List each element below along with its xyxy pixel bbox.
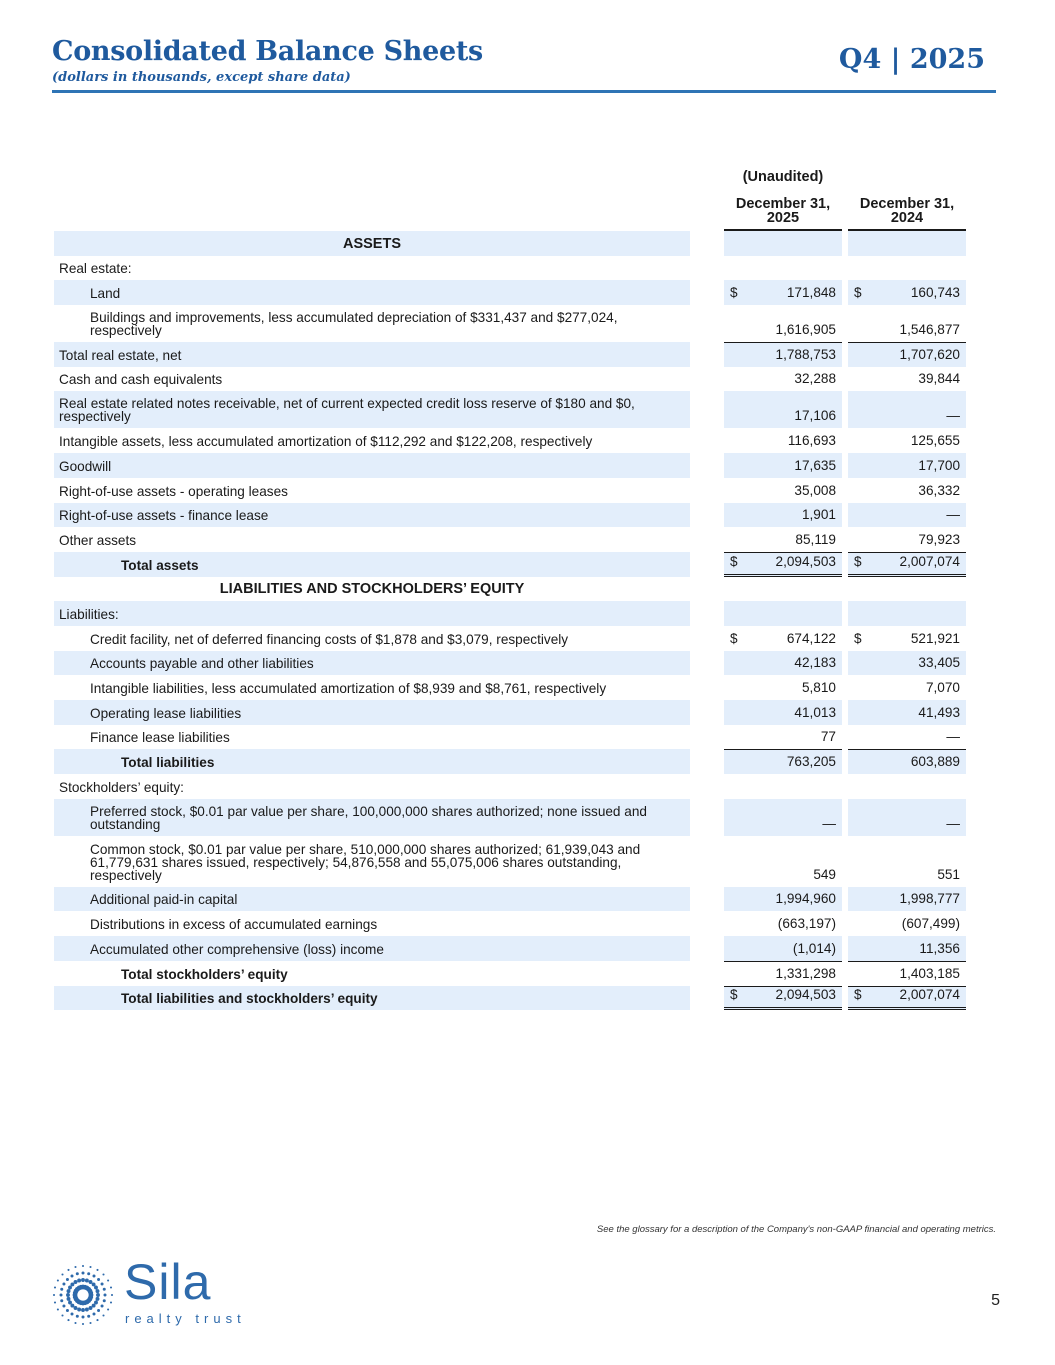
logo-dot bbox=[93, 1313, 96, 1316]
header-rule bbox=[52, 90, 996, 93]
logo-dot bbox=[54, 1301, 56, 1303]
value-2024 bbox=[848, 626, 966, 651]
value-number: 35,008 bbox=[794, 482, 836, 498]
value-number: 1,707,620 bbox=[899, 346, 960, 362]
table-row bbox=[0, 675, 1055, 700]
row-label bbox=[54, 280, 690, 305]
logo-dot bbox=[54, 1286, 56, 1288]
value-number: 1,616,905 bbox=[775, 322, 836, 338]
logo-dot bbox=[97, 1309, 100, 1312]
logo-dot bbox=[67, 1269, 69, 1271]
logo-dot bbox=[85, 1279, 89, 1283]
logo-dot bbox=[62, 1305, 65, 1308]
logo-tagline: realty trust bbox=[125, 1311, 246, 1326]
value-number: 2,007,074 bbox=[899, 987, 960, 1003]
row-label bbox=[54, 601, 690, 626]
value-2025 bbox=[724, 749, 842, 774]
table-row bbox=[0, 626, 1055, 651]
logo-dot bbox=[60, 1294, 63, 1297]
value-number: 2,007,074 bbox=[899, 553, 960, 569]
column-header-2024: December 31, 2024 bbox=[859, 196, 955, 226]
currency-symbol: $ bbox=[854, 630, 862, 646]
value-2024 bbox=[848, 936, 966, 961]
logo-dot bbox=[67, 1297, 71, 1301]
logo-dot bbox=[77, 1308, 81, 1312]
value-number: 17,635 bbox=[794, 457, 836, 473]
value-number: 171,848 bbox=[786, 285, 836, 301]
row-label-text: Real estate related notes receivable, net of current expected credit loss reserve of $180 and $0, respectively bbox=[59, 396, 635, 425]
row-label-text: Total stockholders’ equity bbox=[121, 966, 288, 982]
table-row bbox=[0, 552, 1055, 577]
value-number: 521,921 bbox=[910, 630, 960, 646]
row-label-text: Right-of-use assets - finance lease bbox=[59, 508, 269, 524]
value-2024 bbox=[848, 527, 966, 552]
value-number: 603,889 bbox=[910, 754, 960, 770]
currency-symbol: $ bbox=[730, 630, 738, 646]
value-number: 32,288 bbox=[794, 371, 836, 387]
row-label bbox=[54, 675, 690, 700]
logo-dot bbox=[60, 1299, 63, 1302]
row-label bbox=[54, 961, 690, 986]
table-row bbox=[0, 478, 1055, 503]
currency-symbol: $ bbox=[854, 987, 862, 1003]
value-2025 bbox=[724, 725, 842, 750]
row-label bbox=[54, 428, 690, 453]
value-number: — bbox=[822, 815, 836, 831]
value-2024 bbox=[848, 986, 966, 1011]
value-2025 bbox=[724, 601, 842, 626]
value-number: 763,205 bbox=[786, 754, 836, 770]
value-2024 bbox=[848, 700, 966, 725]
table-row bbox=[0, 231, 1055, 256]
value-number: 1,788,753 bbox=[775, 346, 836, 362]
value-number: 549 bbox=[813, 866, 836, 882]
logo-dot bbox=[104, 1294, 107, 1297]
logo-dot bbox=[103, 1288, 106, 1291]
logo-dot bbox=[82, 1265, 84, 1267]
value-2024 bbox=[848, 651, 966, 676]
logo-dot bbox=[82, 1272, 85, 1275]
logo-dot bbox=[110, 1286, 112, 1288]
value-number: (663,197) bbox=[777, 916, 836, 932]
logo-dot bbox=[71, 1313, 74, 1316]
table-row bbox=[0, 799, 1055, 836]
value-2025 bbox=[724, 342, 842, 367]
row-label bbox=[54, 527, 690, 552]
value-2024 bbox=[848, 391, 966, 428]
value-number: 5,810 bbox=[801, 680, 836, 695]
value-number: 1,901 bbox=[801, 507, 836, 523]
row-label-text: Finance lease liabilities bbox=[90, 730, 230, 746]
logo-dot bbox=[96, 1293, 100, 1297]
logo-dot bbox=[89, 1266, 91, 1268]
row-label bbox=[54, 453, 690, 478]
table-row bbox=[0, 367, 1055, 392]
value-number: — bbox=[946, 408, 960, 424]
value-2024 bbox=[848, 799, 966, 836]
row-label bbox=[54, 986, 690, 1011]
value-number: 33,405 bbox=[918, 655, 960, 671]
logo-dot bbox=[94, 1286, 98, 1290]
row-label-text: Buildings and improvements, less accumulated depreciation of $331,437 and $277,024, respectively bbox=[90, 310, 618, 339]
value-2025 bbox=[724, 836, 842, 887]
column-header-2025: December 31, 2025 bbox=[735, 196, 831, 226]
row-label bbox=[54, 936, 690, 961]
logo-dot bbox=[66, 1278, 69, 1281]
row-label bbox=[54, 391, 690, 428]
value-2024 bbox=[848, 342, 966, 367]
value-2025 bbox=[724, 774, 842, 799]
row-label bbox=[54, 911, 690, 936]
logo-dot bbox=[89, 1306, 93, 1310]
row-label-text: Real estate: bbox=[59, 261, 132, 277]
value-number: — bbox=[946, 815, 960, 831]
logo-dot bbox=[62, 1283, 65, 1286]
value-number: 79,923 bbox=[918, 531, 960, 547]
table-row bbox=[0, 725, 1055, 750]
value-2024 bbox=[848, 280, 966, 305]
value-2025 bbox=[724, 887, 842, 912]
currency-symbol: $ bbox=[730, 553, 738, 569]
row-label bbox=[54, 887, 690, 912]
value-2025 bbox=[724, 527, 842, 552]
value-number: 1,331,298 bbox=[775, 965, 836, 981]
table-row bbox=[0, 836, 1055, 887]
value-2024 bbox=[848, 675, 966, 700]
row-label-text: Credit facility, net of deferred financing costs of $1,878 and $3,079, respectively bbox=[90, 631, 569, 647]
value-2024 bbox=[848, 453, 966, 478]
logo-dot bbox=[76, 1272, 79, 1275]
logo-dot bbox=[66, 1309, 69, 1312]
value-number: 7,070 bbox=[925, 680, 960, 695]
logo-dot bbox=[60, 1288, 63, 1291]
value-2024 bbox=[848, 478, 966, 503]
value-number: 36,332 bbox=[918, 482, 960, 498]
table-row bbox=[0, 887, 1055, 912]
value-2025 bbox=[724, 231, 842, 256]
row-label-text: Accounts payable and other liabilities bbox=[90, 656, 314, 672]
logo-dot bbox=[94, 1301, 98, 1305]
value-2025 bbox=[724, 799, 842, 836]
value-number: 674,122 bbox=[786, 630, 836, 646]
value-number: 1,994,960 bbox=[775, 891, 836, 907]
value-number: 42,183 bbox=[794, 655, 836, 671]
value-number: 1,546,877 bbox=[899, 322, 960, 338]
logo-dot bbox=[88, 1291, 93, 1296]
logo-dot bbox=[61, 1273, 63, 1275]
row-label bbox=[54, 342, 690, 367]
value-2025 bbox=[724, 675, 842, 700]
value-2025 bbox=[724, 428, 842, 453]
value-2025 bbox=[724, 626, 842, 651]
balance-sheet-table bbox=[0, 231, 1055, 1010]
currency-symbol: $ bbox=[730, 285, 738, 301]
value-2024 bbox=[848, 577, 966, 602]
row-label-text: Total real estate, net bbox=[59, 347, 182, 363]
logo-dot bbox=[97, 1278, 100, 1281]
table-row bbox=[0, 749, 1055, 774]
value-2024 bbox=[848, 911, 966, 936]
logo-wordmark: Sila bbox=[124, 1254, 212, 1310]
value-2024 bbox=[848, 231, 966, 256]
row-label-text: Common stock, $0.01 par value per share, 510,000,000 shares authorized; 61,939,043 and 61,779,631 shares issued, respectively; 54,876,558 and 55,075,006 shares outstanding, respectively bbox=[90, 841, 641, 883]
table-row bbox=[0, 342, 1055, 367]
row-label-text: Right-of-use assets - operating leases bbox=[59, 483, 288, 499]
value-2024 bbox=[848, 256, 966, 281]
value-number: (1,014) bbox=[792, 940, 836, 956]
row-label-text: Additional paid-in capital bbox=[90, 892, 238, 908]
table-row bbox=[0, 527, 1055, 552]
table-row bbox=[0, 936, 1055, 961]
value-2025 bbox=[724, 651, 842, 676]
table-row bbox=[0, 577, 1055, 602]
row-label bbox=[54, 836, 690, 887]
footnote: See the glossary for a description of the Company's non-GAAP financial and operating metrics. bbox=[596, 1224, 996, 1235]
logo-dot bbox=[87, 1315, 90, 1318]
table-row bbox=[0, 503, 1055, 528]
value-2025 bbox=[724, 911, 842, 936]
logo-dot bbox=[96, 1269, 98, 1271]
row-label bbox=[54, 552, 690, 577]
logo-dot bbox=[81, 1278, 85, 1282]
logo-dot bbox=[81, 1308, 85, 1312]
value-2025 bbox=[724, 936, 842, 961]
row-label-text: Goodwill bbox=[59, 458, 112, 474]
table-row bbox=[0, 961, 1055, 986]
page-title: Consolidated Balance Sheets bbox=[52, 36, 483, 67]
logo-dot bbox=[96, 1319, 98, 1321]
table-row bbox=[0, 256, 1055, 281]
row-label-text: Accumulated other comprehensive (loss) income bbox=[90, 941, 384, 957]
row-label bbox=[54, 503, 690, 528]
logo-dot bbox=[92, 1282, 96, 1286]
value-2025 bbox=[724, 391, 842, 428]
value-number: 39,844 bbox=[918, 371, 960, 387]
row-label-text: Liabilities: bbox=[59, 606, 119, 622]
logo-dot bbox=[101, 1283, 104, 1286]
value-number: 41,493 bbox=[918, 704, 960, 720]
table-row bbox=[0, 280, 1055, 305]
row-label bbox=[54, 626, 690, 651]
logo-dot bbox=[93, 1274, 96, 1277]
row-label-text: Intangible liabilities, less accumulated amortization of $8,939 and $8,761, respectively bbox=[90, 681, 607, 696]
table-row bbox=[0, 391, 1055, 428]
quarter-label: Q4 | 2025 bbox=[838, 44, 985, 75]
page-subtitle: (dollars in thousands, except share data) bbox=[52, 70, 351, 85]
logo-dot bbox=[67, 1319, 69, 1321]
logo-dot bbox=[82, 1323, 84, 1325]
row-label-text: Total liabilities bbox=[121, 755, 215, 771]
row-label bbox=[54, 305, 690, 342]
logo-dot bbox=[66, 1293, 70, 1297]
value-number: 116,693 bbox=[787, 433, 836, 449]
row-label bbox=[54, 725, 690, 750]
value-2025 bbox=[724, 280, 842, 305]
table-row bbox=[0, 986, 1055, 1011]
row-label bbox=[54, 700, 690, 725]
value-2025 bbox=[724, 577, 842, 602]
value-2024 bbox=[848, 552, 966, 577]
value-number: (607,499) bbox=[901, 916, 960, 932]
value-number: — bbox=[946, 507, 960, 523]
row-label-text: Total liabilities and stockholders’ equity bbox=[121, 991, 378, 1007]
value-2024 bbox=[848, 503, 966, 528]
row-label bbox=[54, 774, 690, 799]
value-2024 bbox=[848, 961, 966, 986]
value-number: 2,094,503 bbox=[775, 553, 836, 569]
value-number: 160,743 bbox=[910, 285, 960, 301]
logo-dot bbox=[96, 1289, 100, 1293]
table-row bbox=[0, 700, 1055, 725]
logo-dot bbox=[68, 1301, 72, 1305]
logo-dot bbox=[53, 1294, 55, 1296]
value-2024 bbox=[848, 725, 966, 750]
logo-dot bbox=[89, 1322, 91, 1324]
value-number: 77 bbox=[820, 729, 836, 745]
logo-dot bbox=[76, 1315, 79, 1318]
row-label bbox=[54, 478, 690, 503]
value-number: 1,998,777 bbox=[899, 891, 960, 907]
value-2024 bbox=[848, 367, 966, 392]
value-number: 125,655 bbox=[910, 433, 960, 449]
currency-symbol: $ bbox=[730, 987, 738, 1003]
value-number: 551 bbox=[937, 866, 960, 882]
logo-dot bbox=[102, 1314, 104, 1316]
logo-dot bbox=[111, 1294, 113, 1296]
logo-dot bbox=[107, 1308, 109, 1310]
page-number: 5 bbox=[991, 1292, 1000, 1309]
value-2025 bbox=[724, 478, 842, 503]
currency-symbol: $ bbox=[854, 553, 862, 569]
row-label-text: Land bbox=[90, 286, 121, 302]
logo-dot bbox=[89, 1280, 93, 1284]
row-label bbox=[54, 256, 690, 281]
table-row bbox=[0, 774, 1055, 799]
logo-dot bbox=[110, 1301, 112, 1303]
value-number: — bbox=[946, 729, 960, 745]
value-number: 41,013 bbox=[794, 704, 836, 720]
value-2024 bbox=[848, 836, 966, 887]
value-2025 bbox=[724, 552, 842, 577]
logo-dot bbox=[82, 1316, 85, 1319]
logo-dot bbox=[85, 1308, 89, 1312]
row-label-text: ASSETS bbox=[342, 235, 401, 252]
row-label bbox=[54, 577, 690, 602]
unaudited-label: (Unaudited) bbox=[742, 169, 824, 185]
row-label-text: Intangible assets, less accumulated amortization of $112,292 and $122,208, respectively bbox=[59, 434, 593, 450]
logo-dot bbox=[57, 1308, 59, 1310]
row-label-text: Preferred stock, $0.01 par value per share, 100,000,000 shares authorized; none issued and outstanding bbox=[90, 803, 647, 832]
table-row bbox=[0, 453, 1055, 478]
value-number: 1,403,185 bbox=[899, 965, 960, 981]
table-row bbox=[0, 911, 1055, 936]
row-label bbox=[54, 231, 690, 256]
row-label-text: Distributions in excess of accumulated earnings bbox=[90, 917, 378, 933]
value-number: 85,119 bbox=[795, 531, 836, 547]
value-number: 17,700 bbox=[918, 457, 960, 473]
logo-dot bbox=[70, 1304, 74, 1308]
value-number: 2,094,503 bbox=[775, 987, 836, 1003]
logo-dot bbox=[61, 1314, 63, 1316]
logo-dot bbox=[74, 1280, 78, 1284]
value-2024 bbox=[848, 428, 966, 453]
row-label-text: Other assets bbox=[59, 532, 137, 548]
value-number: 11,356 bbox=[919, 940, 960, 956]
logo-dot bbox=[103, 1299, 106, 1302]
logo-dot bbox=[96, 1297, 100, 1301]
value-2025 bbox=[724, 986, 842, 1011]
currency-symbol: $ bbox=[854, 285, 862, 301]
value-2025 bbox=[724, 700, 842, 725]
logo-dot bbox=[57, 1279, 59, 1281]
table-row bbox=[0, 601, 1055, 626]
logo-dot bbox=[74, 1266, 76, 1268]
row-label bbox=[54, 799, 690, 836]
value-2025 bbox=[724, 367, 842, 392]
value-2024 bbox=[848, 601, 966, 626]
logo-dot bbox=[107, 1279, 109, 1281]
row-label bbox=[54, 367, 690, 392]
row-label bbox=[54, 651, 690, 676]
logo-dot bbox=[70, 1282, 74, 1286]
value-2024 bbox=[848, 305, 966, 342]
table-row bbox=[0, 428, 1055, 453]
value-number: 17,106 bbox=[794, 408, 836, 424]
value-2025 bbox=[724, 453, 842, 478]
logo-dot bbox=[101, 1305, 104, 1308]
value-2025 bbox=[724, 503, 842, 528]
table-row bbox=[0, 305, 1055, 342]
value-2025 bbox=[724, 961, 842, 986]
row-label-text: Total assets bbox=[121, 557, 199, 573]
value-2025 bbox=[724, 256, 842, 281]
row-label bbox=[54, 749, 690, 774]
logo-dot bbox=[102, 1273, 104, 1275]
logo-dot bbox=[87, 1272, 90, 1275]
table-row bbox=[0, 651, 1055, 676]
logo-dot bbox=[71, 1274, 74, 1277]
value-2025 bbox=[724, 305, 842, 342]
logo-dot bbox=[68, 1286, 72, 1290]
row-label-text: Cash and cash equivalents bbox=[59, 372, 223, 388]
row-label-text: Operating lease liabilities bbox=[90, 705, 242, 721]
row-label-text: LIABILITIES AND STOCKHOLDERS’ EQUITY bbox=[219, 581, 525, 598]
value-2024 bbox=[848, 887, 966, 912]
logo-dot bbox=[67, 1289, 71, 1293]
value-2024 bbox=[848, 749, 966, 774]
logo-dot bbox=[92, 1304, 96, 1308]
logo-dot bbox=[74, 1306, 78, 1310]
value-2024 bbox=[848, 774, 966, 799]
logo-dot bbox=[74, 1322, 76, 1324]
logo-dot bbox=[77, 1279, 81, 1283]
row-label-text: Stockholders’ equity: bbox=[59, 779, 184, 795]
